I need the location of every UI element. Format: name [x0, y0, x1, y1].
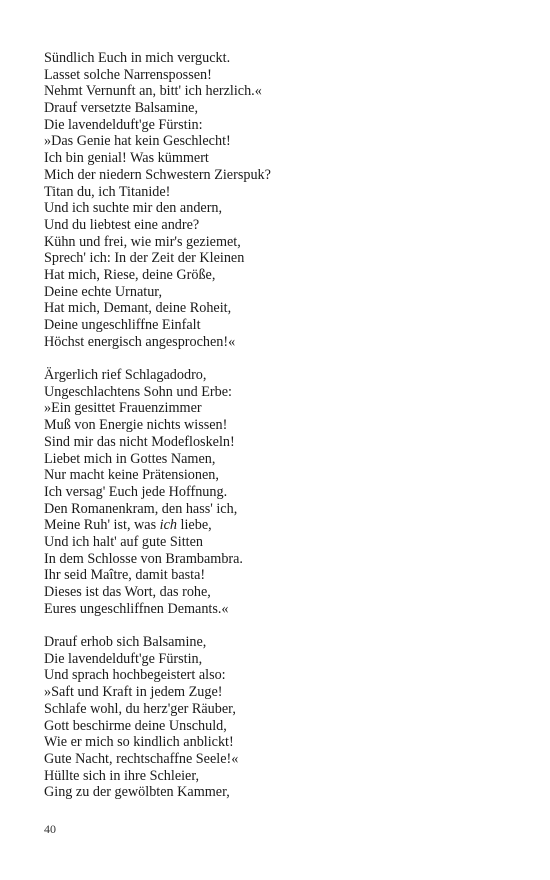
verse-line: Und sprach hochbegeistert also: — [44, 667, 226, 684]
verse-line: Deine echte Urnatur, — [44, 283, 162, 300]
verse-line: Kühn und frei, wie mir's geziemet, — [44, 233, 241, 250]
verse-line: Sündlich Euch in mich verguckt. — [44, 50, 231, 66]
verse-line: Wie er mich so kindlich anblickt! — [44, 734, 234, 751]
verse-line: Hüllte sich in ihre Schleier, — [44, 767, 200, 784]
verse-line: In dem Schlosse von Brambambra. — [44, 550, 243, 567]
verse-line: Muß von Energie nichts wissen! — [44, 417, 228, 434]
poem-text — [44, 50, 504, 818]
verse-line: Ich versag' Euch jede Hoffnung. — [44, 483, 228, 500]
verse-line: Gott beschirme deine Unschuld, — [44, 717, 227, 734]
verse-line: Ärgerlich rief Schlagadodro, — [44, 367, 207, 384]
verse-line: Schlafe wohl, du herz'ger Räuber, — [44, 700, 236, 717]
stanza — [44, 50, 504, 350]
verse-line: Deine ungeschliffne Einfalt — [44, 317, 201, 333]
verse-line: Nehmt Vernunft an, bitt' ich herzlich.« — [44, 83, 262, 100]
verse-line: Ihr seid Maître, damit basta! — [44, 567, 206, 584]
verse-line: Dieses ist das Wort, das rohe, — [44, 584, 211, 600]
verse-line: Mich der niedern Schwestern Zierspuk? — [44, 166, 271, 183]
verse-line-segment: Meine Ruh' ist, was — [44, 517, 160, 534]
verse-line: Drauf erhob sich Balsamine, — [44, 634, 207, 651]
emphasized-word: ich — [159, 517, 177, 534]
stanza — [44, 367, 504, 617]
verse-line: Hat mich, Riese, deine Größe, — [44, 266, 216, 283]
page-number: 40 — [44, 822, 56, 836]
verse-line: Titan du, ich Titanide! — [44, 183, 171, 200]
verse-line: Und ich suchte mir den andern, — [44, 200, 223, 217]
verse-line: Höchst energisch angesprochen!« — [44, 333, 236, 350]
verse-line: Gute Nacht, rechtschaffne Seele!« — [44, 750, 239, 767]
verse-line: Hat mich, Demant, deine Roheit, — [44, 300, 232, 317]
verse-line: Ich bin genial! Was kümmert — [44, 150, 209, 167]
verse-line — [44, 517, 504, 534]
verse-line: Drauf versetzte Balsamine, — [44, 100, 199, 117]
verse-line: Sprech' ich: In der Zeit der Kleinen — [44, 250, 245, 267]
verse-line: »Ein gesittet Frauenzimmer — [44, 400, 202, 417]
verse-line-segment: liebe, — [177, 517, 212, 534]
verse-line: Eures ungeschliffnen Demants.« — [44, 600, 229, 617]
verse-line: Sind mir das nicht Modefloskeln! — [44, 433, 235, 450]
verse-line: »Das Genie hat kein Geschlecht! — [44, 133, 231, 150]
stanza — [44, 634, 504, 801]
verse-line: Ging zu der gewölbten Kammer, — [44, 784, 230, 801]
verse-line: Den Romanenkram, den hass' ich, — [44, 500, 238, 517]
verse-line: Und du liebtest eine andre? — [44, 216, 200, 233]
verse-line: Die lavendelduft'ge Fürstin, — [44, 650, 203, 667]
verse-line: Liebet mich in Gottes Namen, — [44, 450, 216, 467]
verse-line: Nur macht keine Prätensionen, — [44, 467, 219, 484]
verse-line: Die lavendelduft'ge Fürstin: — [44, 116, 203, 133]
verse-line: Ungeschlachtens Sohn und Erbe: — [44, 383, 232, 400]
verse-line: »Saft und Kraft in jedem Zuge! — [44, 684, 223, 701]
verse-line: Lasset solche Narrenspossen! — [44, 66, 212, 83]
verse-line: Und ich halt' auf gute Sitten — [44, 533, 203, 550]
